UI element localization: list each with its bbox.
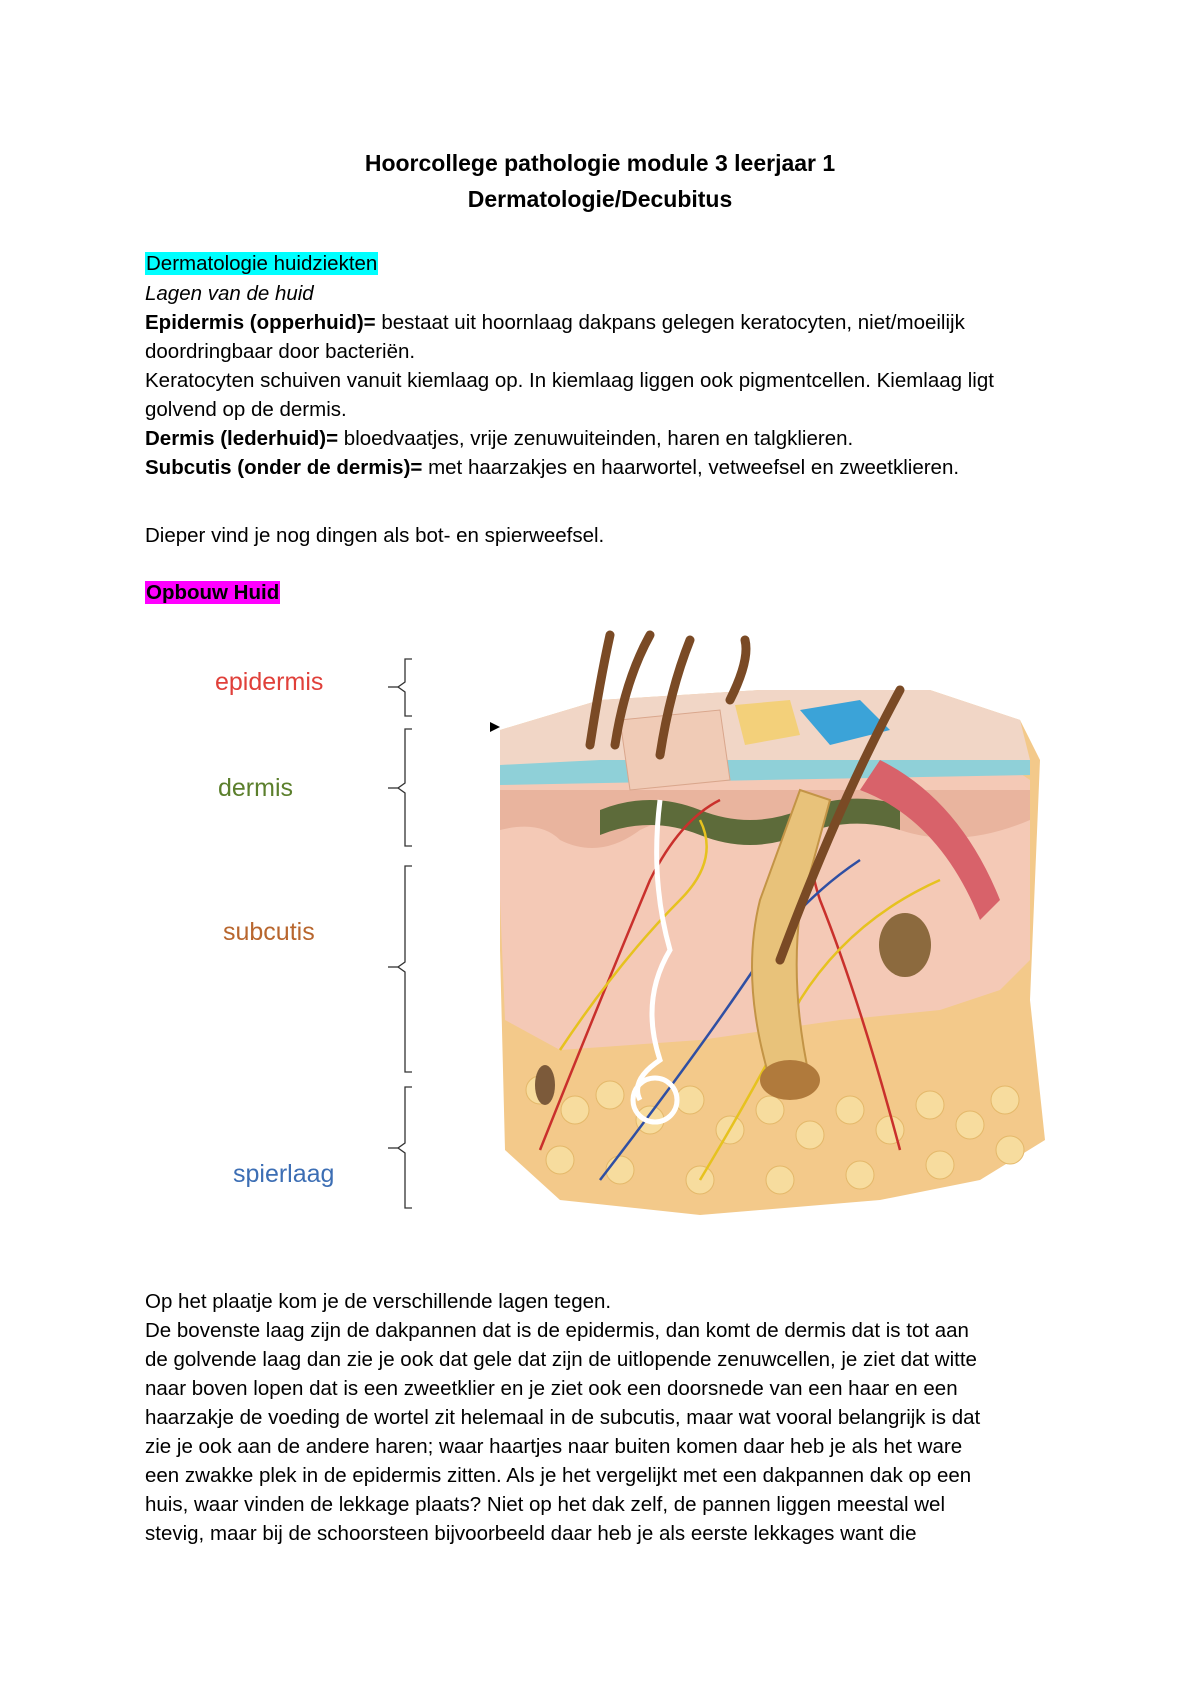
- body-line-9: stevig, maar bij de schoorsteen bijvoorbeeld daar heb je als eerste lekkages want die: [145, 1522, 917, 1545]
- label-dermis: dermis: [218, 774, 294, 802]
- cut-tile: [620, 710, 730, 790]
- bracket-epidermis: [398, 659, 412, 716]
- body-line-1: Op het plaatje kom je de verschillende lagen tegen.: [145, 1290, 612, 1313]
- definition-dermis: bloedvaatjes, vrije zenuwuiteinden, haren en talgklieren.: [338, 427, 854, 450]
- hair-bulb: [760, 1060, 820, 1100]
- paragraph-epidermis-cont: doordringbaar door bacteriën.: [145, 340, 416, 363]
- body-line-7: een zwakke plek in de epidermis zitten. Als je het vergelijkt met een dakpannen dak op een: [145, 1464, 972, 1487]
- sebaceous-gland: [879, 913, 931, 977]
- bracket-spierlaag: [398, 1087, 412, 1208]
- pointer-arrow: [490, 722, 500, 732]
- paragraph-keratocyten: Keratocyten schuiven vanuit kiemlaag op. In kiemlaag liggen ook pigmentcellen. Kiemlaag ligt: [145, 369, 994, 392]
- body-line-2: De bovenste laag zijn de dakpannen dat is de epidermis, dan komt de dermis dat is tot aan: [145, 1319, 969, 1342]
- bracket-subcutis: [398, 866, 412, 1072]
- body-line-8: huis, waar vinden de lekkage plaats? Niet op het dak zelf, de pannen liggen meestal wel: [145, 1493, 946, 1516]
- definition-epidermis: bestaat uit hoornlaag dakpans gelegen keratocyten, niet/moeilijk: [375, 311, 965, 334]
- paragraph-keratocyten-cont: golvend op de dermis.: [145, 398, 347, 421]
- body-line-6: zie je ook aan de andere haren; waar haartjes naar buiten komen daar heb je als het ware: [145, 1435, 963, 1458]
- term-dermis: Dermis (lederhuid)=: [145, 427, 339, 450]
- term-epidermis: Epidermis (opperhuid)=: [145, 311, 376, 334]
- label-spierlaag: spierlaag: [233, 1160, 335, 1188]
- body-line-5: haarzakje de voeding de wortel zit helemaal in de subcutis, maar wat vooral belangrijk is dat: [145, 1406, 981, 1429]
- body-line-4: naar boven lopen dat is een zweetklier en je ziet ook een doorsnede van een haar en een: [145, 1377, 958, 1400]
- paragraph-dieper: Dieper vind je nog dingen als bot- en spierweefsel.: [145, 524, 605, 547]
- subheading-lagen: Lagen van de huid: [145, 282, 314, 305]
- highlighted-heading-opbouw: Opbouw Huid: [146, 581, 280, 604]
- body-line-3: de golvende laag dan zie je ook dat gele dat zijn de uitlopende zenuwcellen, je ziet dat witte: [145, 1348, 977, 1371]
- label-epidermis: epidermis: [215, 668, 324, 696]
- layer-brackets: [388, 659, 412, 1208]
- label-subcutis: subcutis: [223, 918, 315, 946]
- term-subcutis: Subcutis (onder de dermis)=: [145, 456, 423, 479]
- bracket-dermis: [398, 729, 412, 846]
- definition-subcutis: met haarzakjes en haarwortel, vetweefsel en zweetklieren.: [422, 456, 960, 479]
- document-title: Hoorcollege pathologie module 3 leerjaar 1: [364, 150, 836, 176]
- document-subtitle: Dermatologie/Decubitus: [467, 186, 733, 212]
- skin-block: [500, 635, 1045, 1215]
- highlighted-heading: Dermatologie huidziekten: [146, 252, 378, 275]
